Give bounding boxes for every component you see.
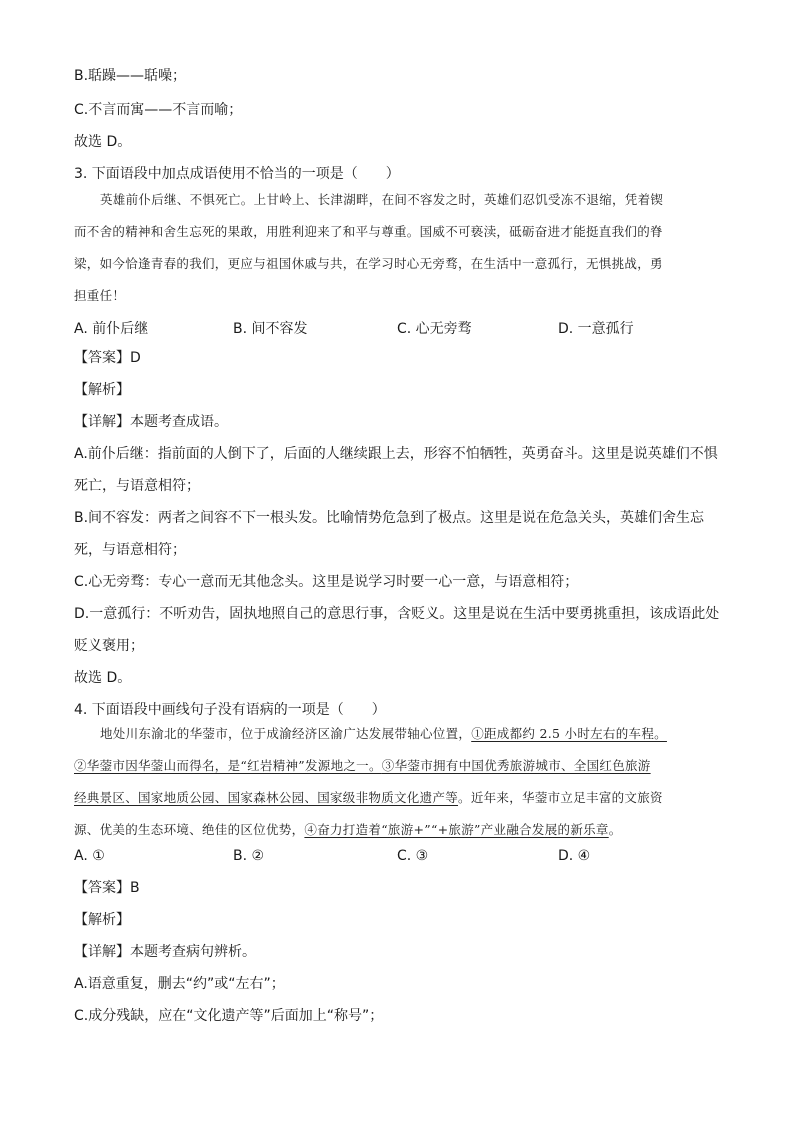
q3-detail-line: 死，与语意相符； (74, 542, 186, 558)
q3-option-a: A. 前仆后继 (74, 321, 149, 337)
plain-text: 。近年来，华蓥市立足丰富的文旅资 (458, 790, 663, 805)
underlined-sentence-3: ③华蓥市拥有中国优秀旅游城市、全国红色旅游 (381, 758, 651, 773)
underlined-sentence-4: ④奋力打造着“旅游+”“+旅游”产业融合发展的新乐章 (304, 822, 609, 837)
prev-conclusion: 故选 D。 (74, 134, 132, 150)
q3-detail-line: 【详解】本题考查成语。 (74, 414, 228, 430)
q3-stem: 3. 下面语段中加点成语使用不恰当的一项是（ ） (74, 166, 400, 182)
answer-value: D (130, 350, 141, 366)
q4-option-b: B. ② (233, 848, 265, 864)
answer-value: B (130, 880, 140, 896)
q4-stem: 4. 下面语段中画线句子没有语病的一项是（ ） (74, 702, 386, 718)
answer-tag: 【答案】 (74, 350, 130, 366)
plain-text: 源、优美的生态环境、绝佳的区位优势， (74, 822, 305, 837)
q3-passage-line: 担重任！ (74, 288, 126, 303)
q3-detail-line: B.间不容发：两者之间容不下一根头发。比喻情势危急到了极点。这里是说在危急关头，英雄们舍生忘 (74, 510, 705, 526)
q4-passage-line (74, 756, 651, 774)
plain-text: 地处川东渝北的华蓥市，位于成渝经济区渝广达发展带轴心位置， (100, 726, 472, 741)
q3-passage (74, 190, 722, 308)
q4-detail-line: C.成分残缺，应在“文化遗产等”后面加上“称号”； (74, 1008, 384, 1024)
q3-passage-line: 而不舍的精神和舍生忘死的果敢，用胜利迎来了和平与尊重。国威不可亵渎，砥砺奋进才能挺直我们的脊 (74, 224, 663, 239)
q3-option-c: C. 心无旁骛 (397, 321, 472, 337)
underlined-sentence-2: ②华蓥市因华蓥山而得名，是“红岩精神”发源地之一。 (74, 758, 382, 773)
underlined-sentence-1: ①距成都约 2.5 小时左右的车程。 (471, 726, 667, 741)
q4-detail-line: A.语意重复，删去“约”或“左右”； (74, 976, 285, 992)
q3-detail-line: D.一意孤行：不听劝告，固执地照自己的意思行事，含贬义。这里是说在生活中要勇挑重担，该成语此处 (74, 606, 720, 622)
q3-passage-line: 梁，如今恰逢青春的我们，更应与祖国休戚与共，在学习时心无旁骛，在生活中一意孤行，无惧挑战，勇 (74, 256, 663, 271)
prev-option-c-line: C.不言而寓——不言而喻； (74, 102, 243, 118)
q3-detail-line: 贬义褒用； (74, 638, 144, 654)
q3-detail-line: A.前仆后继：指前面的人倒下了，后面的人继续跟上去，形容不怕牺牲，英勇奋斗。这里是说英雄们不惧 (74, 446, 718, 462)
q4-passage-line (74, 820, 622, 838)
q3-option-b: B. 间不容发 (233, 321, 308, 337)
q4-answer (74, 878, 140, 898)
q3-option-d: D. 一意孤行 (558, 321, 634, 337)
q3-passage-line: 英雄前仆后继、不惧死亡。上甘岭上、长津湖畔，在间不容发之时，英雄们忍饥受冻不退缩，凭着锲 (100, 192, 664, 207)
q4-passage-line (100, 724, 667, 742)
q4-analysis-tag: 【解析】 (74, 912, 130, 928)
q3-answer (74, 348, 141, 368)
q3-conclusion: 故选 D。 (74, 670, 132, 686)
q4-option-d: D. ④ (558, 848, 591, 864)
q4-detail-line: 【详解】本题考查病句辨析。 (74, 944, 256, 960)
q3-analysis-tag: 【解析】 (74, 382, 130, 398)
prev-option-b-line: B.聒躁——聒噪； (74, 68, 187, 84)
q3-detail-line: C.心无旁骛：专心一意而无其他念头。这里是说学习时要一心一意，与语意相符； (74, 574, 579, 590)
underlined-sentence-3-cont: 经典景区、国家地质公园、国家森林公园、国家级非物质文化遗产等 (74, 790, 459, 805)
q3-detail-line: 死亡，与语意相符； (74, 478, 200, 494)
q4-passage (74, 724, 722, 842)
answer-tag: 【答案】 (74, 880, 130, 896)
q4-passage-line (74, 788, 663, 806)
q4-option-c: C. ③ (397, 848, 429, 864)
plain-text: 。 (608, 822, 622, 837)
q4-option-a: A. ① (74, 848, 105, 864)
